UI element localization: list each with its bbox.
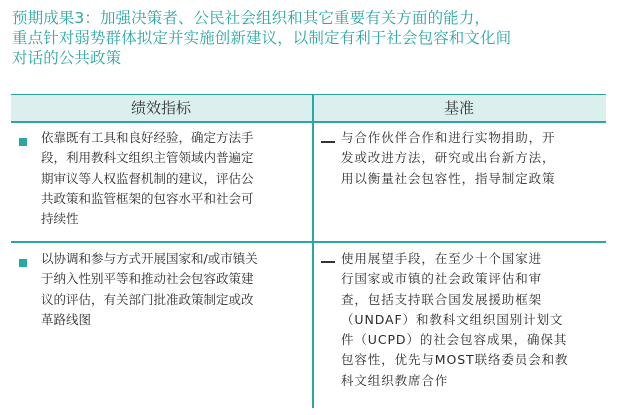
text-line: （UNDAF）和教科文组织国别计划文	[341, 311, 564, 327]
text-line: 使用展望手段，在至少十个国家进	[341, 251, 543, 266]
indicators-table	[11, 94, 606, 408]
square-bullet-icon	[19, 259, 27, 267]
heading-line-2: 重点针对弱势群体拟定并实施创新建议，以制定有利于社会包容和文化间	[12, 29, 512, 47]
text-line: 期审议等人权监督机制的建议，评估公	[41, 170, 254, 186]
text-line: 与合作伙伴合作和进行实物捐助，开	[341, 130, 556, 145]
table-header	[11, 95, 606, 121]
expected-result-heading	[12, 8, 612, 68]
text-line: 于纳入性别平等和推动社会包容政策建	[41, 271, 254, 287]
text-line: 段，利用教科文组织主管领域内普遍定	[41, 150, 254, 166]
text-line: 行国家或市镇的社会政策评估和审	[341, 271, 543, 287]
text-line: 持续性	[41, 211, 79, 227]
square-bullet-icon	[19, 138, 27, 146]
benchmark-cell	[341, 128, 603, 189]
text-line: 议的评估，有关部门批准政策制定或改	[41, 291, 254, 307]
text-line: 依靠既有工具和良好经验，确定方法手	[41, 130, 254, 145]
header-performance-indicators: 绩效指标	[130, 99, 191, 117]
text-line: 共政策和监管框架的包容水平和社会可	[41, 190, 254, 206]
heading-line-1: 预期成果3：加强决策者、公民社会组织和其它重要有关方面的能力，	[12, 9, 490, 27]
text-line: 革路线图	[41, 311, 92, 327]
text-line: 包容性，优先与MOST联络委员会和教	[341, 352, 569, 368]
dash-bullet-icon	[321, 141, 335, 143]
text-line: 用以衡量社会包容性，指导制定政策	[341, 170, 556, 186]
indicator-cell	[41, 128, 309, 229]
header-benchmarks: 基准	[443, 99, 474, 117]
dash-bullet-icon	[321, 261, 335, 263]
heading-line-3: 对话的公共政策	[12, 49, 122, 67]
table-row	[11, 243, 606, 408]
text-line: 以协调和参与方式开展国家和/或市镇关	[41, 251, 258, 266]
table-row	[11, 123, 606, 241]
text-line: 查，包括支持联合国发展援助框架	[341, 291, 543, 307]
benchmark-cell	[341, 249, 603, 391]
text-line: 发或改进方法，研究或出台新方法，	[341, 150, 556, 166]
indicator-cell	[41, 249, 309, 330]
text-line: 科文组织教席合作	[341, 372, 449, 388]
text-line: 件（UCPD）的社会包容成果，确保其	[341, 332, 568, 348]
